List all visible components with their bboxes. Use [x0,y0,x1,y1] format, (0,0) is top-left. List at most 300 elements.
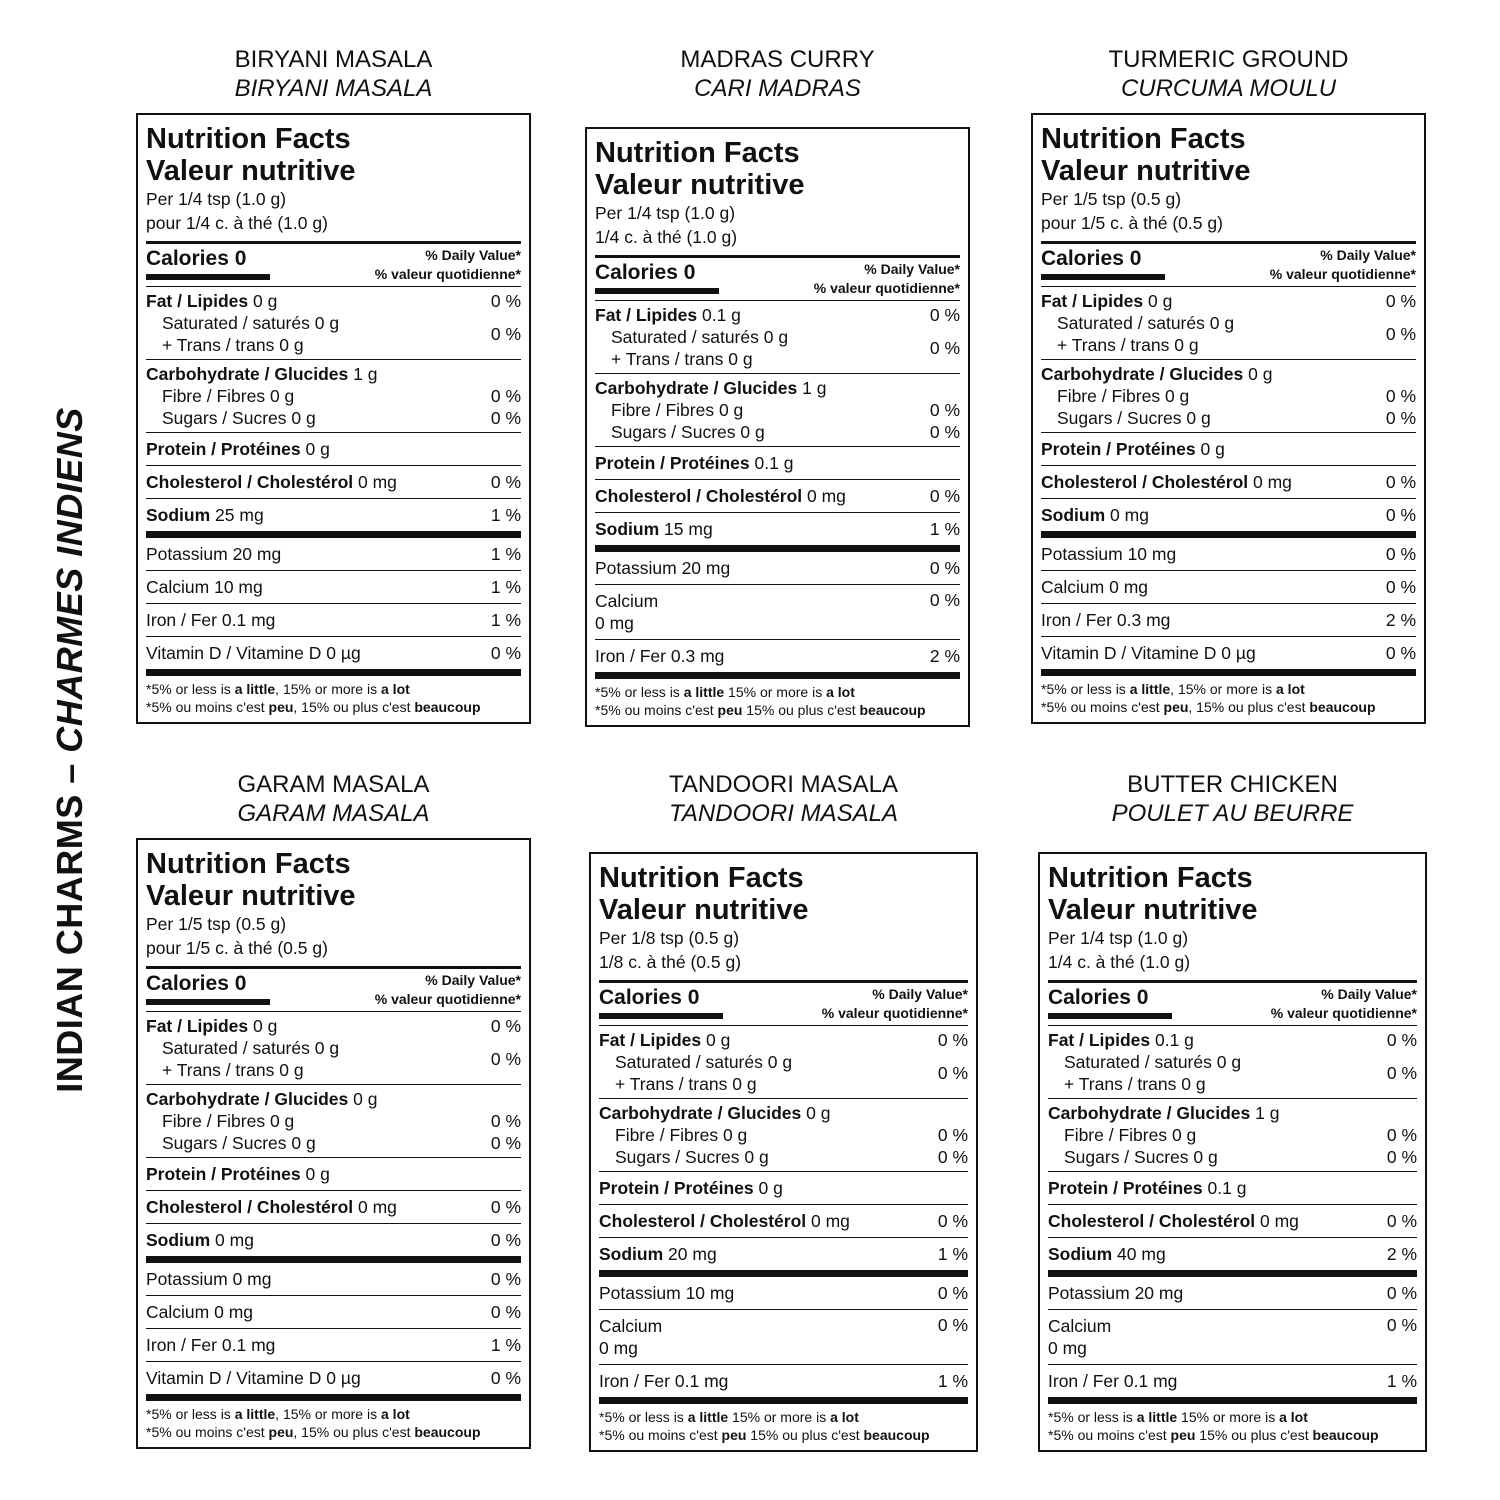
fibre-label: Fibre / Fibres [611,400,715,420]
trans-label: + Trans / trans [1064,1074,1177,1094]
protein-row [146,433,521,465]
sodium-row [595,513,960,545]
product-name-en: TURMERIC GROUND [1108,46,1349,73]
fat-value: 0.1 g [1154,1030,1194,1050]
serving-size-en: Per 1/8 tsp (0.5 g) [599,928,740,948]
trans-value: 0 g [1174,335,1199,355]
cholesterol-row [1048,1205,1417,1237]
trans-label: + Trans / trans [162,1060,275,1080]
sugars-dv: 0 % [1386,1147,1417,1167]
calories-underline [146,999,270,1005]
fat-dv: 0 % [929,305,960,325]
cholesterol-dv: 0 % [490,1197,521,1217]
nf-heading-en: Nutrition Facts [595,137,800,169]
dv-header-en: % Daily Value* [1321,986,1417,1002]
daily-value-header [1271,985,1417,1023]
vitamin-d-value: 0 µg [326,643,361,663]
sodium-row [599,1238,968,1270]
footnote: *5% or less is a little, 15% or more is a lot *5% ou moins c'est peu, 15% ou plus c'est beaucoup [1041,681,1376,715]
cholesterol-row [1041,466,1416,498]
carb-value: 0 g [353,1089,378,1109]
fibre-row [1048,1124,1417,1146]
cholesterol-label: Cholesterol / Cholestérol [1048,1211,1256,1231]
nutrition-facts-table [136,838,531,1449]
vitamin-d-value: 0 µg [1221,643,1256,663]
potassium-value: 20 mg [232,544,282,564]
sodium-value: 0 mg [1110,505,1149,525]
potassium-row [595,552,960,584]
carb-row [1048,1102,1417,1124]
fibre-dv: 0 % [929,400,960,420]
potassium-row [1041,538,1416,570]
nutrition-facts-table [1038,852,1427,1452]
divider-thick [146,1256,521,1263]
vitamin-d-label: Vitamin D / Vitamine D [146,643,322,663]
product-name-fr: CURCUMA MOULU [1120,75,1337,102]
product-title [136,770,531,828]
nf-heading-fr: Valeur nutritive [146,155,356,187]
fibre-dv: 0 % [490,1111,521,1131]
product-title [1038,770,1427,828]
product-name-fr: BIRYANI MASALA [234,75,433,102]
potassium-row [1048,1277,1417,1309]
sodium-row [1041,499,1416,531]
vitamin-d-dv: 0 % [490,643,521,663]
potassium-dv: 0 % [937,1283,968,1303]
protein-row [595,447,960,479]
fat-value: 0 g [252,291,278,311]
calories-underline [599,1013,723,1019]
iron-value: 0.1 mg [221,610,276,630]
sodium-label: Sodium [1041,505,1106,525]
fat-dv: 0 % [1386,1030,1417,1050]
saturated-value: 0 g [1216,1052,1242,1072]
fibre-row [1041,385,1416,407]
saturated-value: 0 g [763,327,789,347]
divider-thick [1048,1397,1417,1404]
iron-value: 0.1 mg [1123,1371,1178,1391]
sodium-label: Sodium [146,505,211,525]
nf-heading-fr: Valeur nutritive [595,169,805,201]
sugars-value: 0 g [291,408,316,428]
serving-size-fr: 1/4 c. à thé (1.0 g) [1048,952,1191,972]
nf-heading-en: Nutrition Facts [1041,123,1246,155]
product-title [136,45,531,103]
potassium-dv: 0 % [1386,1283,1417,1303]
sugars-row [146,407,521,429]
trans-label: + Trans / trans [162,335,275,355]
iron-row [146,1329,521,1361]
dv-header-fr: % valeur quotidienne* [813,280,960,296]
trans-value: 0 g [732,1074,757,1094]
divider-thick [146,669,521,676]
calories-value: Calories 0 [1041,247,1142,270]
calories-row [146,244,521,284]
fibre-label: Fibre / Fibres [1064,1125,1168,1145]
cholesterol-value: 0 mg [1260,1211,1299,1231]
fat-row [595,304,960,326]
carb-value: 1 g [353,364,378,384]
potassium-label: Potassium [1041,544,1123,564]
dv-header-fr: % valeur quotidienne* [1270,1005,1417,1021]
fat-dv: 0 % [937,1030,968,1050]
iron-value: 0.1 mg [674,1371,729,1391]
carb-label: Carbohydrate / Glucides [1041,364,1244,384]
cholesterol-dv: 0 % [929,486,960,506]
protein-label: Protein / Protéines [595,453,750,473]
potassium-value: 10 mg [685,1283,735,1303]
saturated-label: Saturated / saturés [1057,313,1205,333]
cholesterol-row [146,466,521,498]
protein-row [1048,1172,1417,1204]
fibre-value: 0 g [1171,1125,1197,1145]
dv-header-en: % Daily Value* [425,247,521,263]
sat-trans-dv: 0 % [490,323,521,344]
nutrition-facts-table [1031,113,1426,724]
sugars-label: Sugars / Sucres [1057,408,1182,428]
calcium-dv: 0 % [937,1315,968,1335]
fibre-value: 0 g [269,386,295,406]
sat-trans-dv: 0 % [929,337,960,358]
carb-value: 0 g [1248,364,1273,384]
sat-trans-row [1041,312,1416,356]
nutrition-facts-table [589,852,978,1452]
calcium-value: 0 mg [599,1338,638,1358]
sat-trans-dv: 0 % [490,1048,521,1069]
potassium-row [146,1263,521,1295]
potassium-value: 20 mg [681,558,731,578]
divider-thick [1041,531,1416,538]
calcium-label: Calcium [595,591,659,611]
sugars-label: Sugars / Sucres [1064,1147,1189,1167]
nf-heading-fr: Valeur nutritive [599,894,809,926]
calcium-dv: 0 % [929,590,960,610]
fat-group [1041,287,1416,359]
sat-trans-row [599,1051,968,1095]
potassium-dv: 0 % [490,1269,521,1289]
nf-heading-fr: Valeur nutritive [1041,155,1251,187]
side-title-separator: – [49,752,90,795]
calories-underline [595,288,719,294]
protein-value: 0.1 g [1207,1178,1247,1198]
nutrition-facts-table [585,127,970,727]
cholesterol-dv: 0 % [937,1211,968,1231]
protein-row [146,1158,521,1190]
dv-header-fr: % valeur quotidienne* [821,1005,968,1021]
side-title-fr: CHARMES INDIENS [49,407,90,753]
sodium-label: Sodium [1048,1244,1113,1264]
sugars-dv: 0 % [490,1133,521,1153]
cholesterol-label: Cholesterol / Cholestérol [599,1211,807,1231]
vitamin-d-label: Vitamin D / Vitamine D [1041,643,1217,663]
calcium-label: Calcium [1048,1316,1112,1336]
sat-trans-row [595,326,960,370]
sugars-dv: 0 % [929,422,960,442]
serving-size-en: Per 1/5 tsp (0.5 g) [1041,189,1182,209]
footnote: *5% or less is a little, 15% or more is a lot *5% ou moins c'est peu, 15% ou plus c'est beaucoup [146,681,481,715]
sat-trans-row [146,312,521,356]
potassium-label: Potassium [595,558,677,578]
potassium-label: Potassium [1048,1283,1130,1303]
product-tandoori-masala [589,770,978,1452]
serving-size-en: Per 1/4 tsp (1.0 g) [1048,928,1189,948]
product-title [589,770,978,828]
fat-label: Fat / Lipides [146,1016,249,1036]
nf-heading-en: Nutrition Facts [146,848,351,880]
serving-size-fr: 1/4 c. à thé (1.0 g) [595,227,738,247]
calories-underline [1041,274,1165,280]
product-name-fr: TANDOORI MASALA [669,800,898,827]
fibre-label: Fibre / Fibres [162,386,266,406]
calories-value: Calories 0 [146,972,247,995]
iron-label: Iron / Fer [1048,1371,1119,1391]
saturated-value: 0 g [767,1052,793,1072]
product-name-en: TANDOORI MASALA [669,771,898,798]
saturated-value: 0 g [314,1038,340,1058]
product-biryani-masala [136,45,531,724]
iron-dv: 2 % [1385,610,1416,630]
carb-group [1041,360,1416,432]
calories-value: Calories 0 [599,986,700,1009]
calcium-value: 0 mg [214,1302,253,1322]
product-name-fr: GARAM MASALA [237,800,430,827]
nutrition-facts-table [136,113,531,724]
protein-label: Protein / Protéines [1048,1178,1203,1198]
cholesterol-label: Cholesterol / Cholestérol [146,472,354,492]
fibre-row [146,385,521,407]
cholesterol-value: 0 mg [1253,472,1292,492]
vitamin-d-row [1041,637,1416,669]
protein-value: 0.1 g [754,453,794,473]
potassium-row [146,538,521,570]
cholesterol-dv: 0 % [1385,472,1416,492]
sugars-label: Sugars / Sucres [162,1133,287,1153]
protein-label: Protein / Protéines [1041,439,1196,459]
nf-heading-fr: Valeur nutritive [1048,894,1258,926]
protein-label: Protein / Protéines [599,1178,754,1198]
fat-group [1048,1026,1417,1098]
sodium-dv: 2 % [1386,1244,1417,1264]
carb-row [1041,363,1416,385]
cholesterol-dv: 0 % [1386,1211,1417,1231]
fat-group [146,1012,521,1084]
serving-size-en: Per 1/5 tsp (0.5 g) [146,914,287,934]
iron-value: 0.3 mg [1116,610,1171,630]
fibre-dv: 0 % [1386,1125,1417,1145]
daily-value-header [375,246,521,284]
fat-dv: 0 % [490,1016,521,1036]
saturated-label: Saturated / saturés [162,313,310,333]
iron-dv: 1 % [490,610,521,630]
carb-group [146,360,521,432]
fibre-value: 0 g [718,400,744,420]
protein-label: Protein / Protéines [146,439,301,459]
protein-value: 0 g [305,439,330,459]
divider-thick [1048,1270,1417,1277]
trans-label: + Trans / trans [1057,335,1170,355]
vitamin-d-label: Vitamin D / Vitamine D [146,1368,322,1388]
carb-group [1048,1099,1417,1171]
potassium-label: Potassium [599,1283,681,1303]
fat-label: Fat / Lipides [1048,1030,1151,1050]
sugars-value: 0 g [291,1133,316,1153]
saturated-label: Saturated / saturés [615,1052,763,1072]
iron-row [1048,1365,1417,1397]
protein-value: 0 g [305,1164,330,1184]
carb-group [595,374,960,446]
iron-label: Iron / Fer [146,1335,217,1355]
carb-label: Carbohydrate / Glucides [146,1089,349,1109]
fibre-dv: 0 % [1385,386,1416,406]
sodium-row [146,499,521,531]
sat-trans-row [1048,1051,1417,1095]
footnote: *5% or less is a little 15% or more is a lot *5% ou moins c'est peu 15% ou plus c'est beaucoup [1048,1409,1379,1443]
calories-value: Calories 0 [595,261,696,284]
calories-underline [146,274,270,280]
cholesterol-label: Cholesterol / Cholestérol [146,1197,354,1217]
trans-value: 0 g [728,349,753,369]
serving-size-fr: pour 1/5 c. à thé (0.5 g) [146,938,328,958]
fibre-label: Fibre / Fibres [162,1111,266,1131]
iron-row [599,1365,968,1397]
calories-underline [1048,1013,1172,1019]
fibre-row [599,1124,968,1146]
trans-label: + Trans / trans [611,349,724,369]
page-side-title [49,407,91,1093]
calcium-row [1048,1310,1417,1364]
product-garam-masala [136,770,531,1449]
calcium-value: 10 mg [214,577,263,597]
divider-thick [599,1397,968,1404]
potassium-dv: 0 % [929,558,960,578]
divider-thick [146,531,521,538]
trans-value: 0 g [279,335,304,355]
dv-header-en: % Daily Value* [864,261,960,277]
dv-header-en: % Daily Value* [872,986,968,1002]
sodium-dv: 1 % [937,1244,968,1264]
saturated-value: 0 g [314,313,340,333]
product-name-fr: POULET AU BEURRE [1111,800,1354,827]
carb-group [146,1085,521,1157]
dv-header-fr: % valeur quotidienne* [374,266,521,282]
fat-label: Fat / Lipides [146,291,249,311]
cholesterol-row [146,1191,521,1223]
fibre-label: Fibre / Fibres [1057,386,1161,406]
sat-trans-row [146,1037,521,1081]
calcium-dv: 0 % [1385,577,1416,597]
product-title [1031,45,1426,103]
calcium-row [599,1310,968,1364]
sat-trans-dv: 0 % [1386,1062,1417,1083]
vitamin-d-value: 0 µg [326,1368,361,1388]
iron-label: Iron / Fer [599,1371,670,1391]
calories-value: Calories 0 [1048,986,1149,1009]
calcium-value: 0 mg [595,613,634,633]
calcium-dv: 0 % [1386,1315,1417,1335]
sodium-value: 15 mg [664,519,713,539]
fat-label: Fat / Lipides [599,1030,702,1050]
saturated-value: 0 g [1209,313,1235,333]
sugars-row [599,1146,968,1168]
nf-heading-en: Nutrition Facts [1048,862,1253,894]
cholesterol-row [595,480,960,512]
fat-group [146,287,521,359]
cholesterol-value: 0 mg [358,472,397,492]
calcium-value: 0 mg [1109,577,1148,597]
calcium-label: Calcium [599,1316,663,1336]
iron-dv: 2 % [929,646,960,666]
sat-trans-dv: 0 % [937,1062,968,1083]
calcium-row [146,571,521,603]
potassium-row [599,1277,968,1309]
sodium-value: 0 mg [215,1230,254,1250]
fat-row [146,290,521,312]
fat-value: 0.1 g [701,305,741,325]
fibre-row [595,399,960,421]
iron-value: 0.1 mg [221,1335,276,1355]
fat-group [599,1026,968,1098]
footnote: *5% or less is a little 15% or more is a lot *5% ou moins c'est peu 15% ou plus c'est beaucoup [599,1409,930,1443]
sodium-value: 40 mg [1117,1244,1166,1264]
fat-row [1041,290,1416,312]
sugars-dv: 0 % [1385,408,1416,428]
carb-value: 1 g [802,378,827,398]
dv-header-en: % Daily Value* [1320,247,1416,263]
product-name-en: BIRYANI MASALA [234,46,433,73]
product-title [585,45,970,103]
serving-size-fr: pour 1/4 c. à thé (1.0 g) [146,213,328,233]
carb-row [146,363,521,385]
fat-row [146,1015,521,1037]
fat-value: 0 g [705,1030,731,1050]
fat-label: Fat / Lipides [595,305,698,325]
trans-label: + Trans / trans [615,1074,728,1094]
sugars-row [1041,407,1416,429]
serving-size-en: Per 1/4 tsp (1.0 g) [146,189,287,209]
daily-value-header [814,260,960,298]
daily-value-header [375,971,521,1009]
carb-label: Carbohydrate / Glucides [146,364,349,384]
cholesterol-label: Cholesterol / Cholestérol [595,486,803,506]
serving-size-fr: pour 1/5 c. à thé (0.5 g) [1041,213,1223,233]
sodium-label: Sodium [146,1230,211,1250]
carb-row [146,1088,521,1110]
fat-dv: 0 % [490,291,521,311]
sat-trans-dv: 0 % [1385,323,1416,344]
sugars-value: 0 g [744,1147,769,1167]
fibre-value: 0 g [1164,386,1190,406]
potassium-value: 20 mg [1134,1283,1184,1303]
iron-row [595,640,960,672]
saturated-label: Saturated / saturés [162,1038,310,1058]
nf-heading-fr: Valeur nutritive [146,880,356,912]
calories-row [1041,244,1416,284]
iron-dv: 1 % [490,1335,521,1355]
iron-value: 0.3 mg [670,646,725,666]
iron-label: Iron / Fer [595,646,666,666]
sugars-dv: 0 % [937,1147,968,1167]
fat-value: 0 g [252,1016,278,1036]
sugars-label: Sugars / Sucres [162,408,287,428]
sodium-dv: 0 % [1385,505,1416,525]
fibre-label: Fibre / Fibres [615,1125,719,1145]
fibre-value: 0 g [722,1125,748,1145]
footnote: *5% or less is a little 15% or more is a lot *5% ou moins c'est peu 15% ou plus c'est beaucoup [595,684,926,718]
calcium-label: Calcium [1041,577,1105,597]
nf-heading-en: Nutrition Facts [146,123,351,155]
footnote: *5% or less is a little, 15% or more is a lot *5% ou moins c'est peu, 15% ou plus c'est beaucoup [146,1406,481,1440]
protein-label: Protein / Protéines [146,1164,301,1184]
